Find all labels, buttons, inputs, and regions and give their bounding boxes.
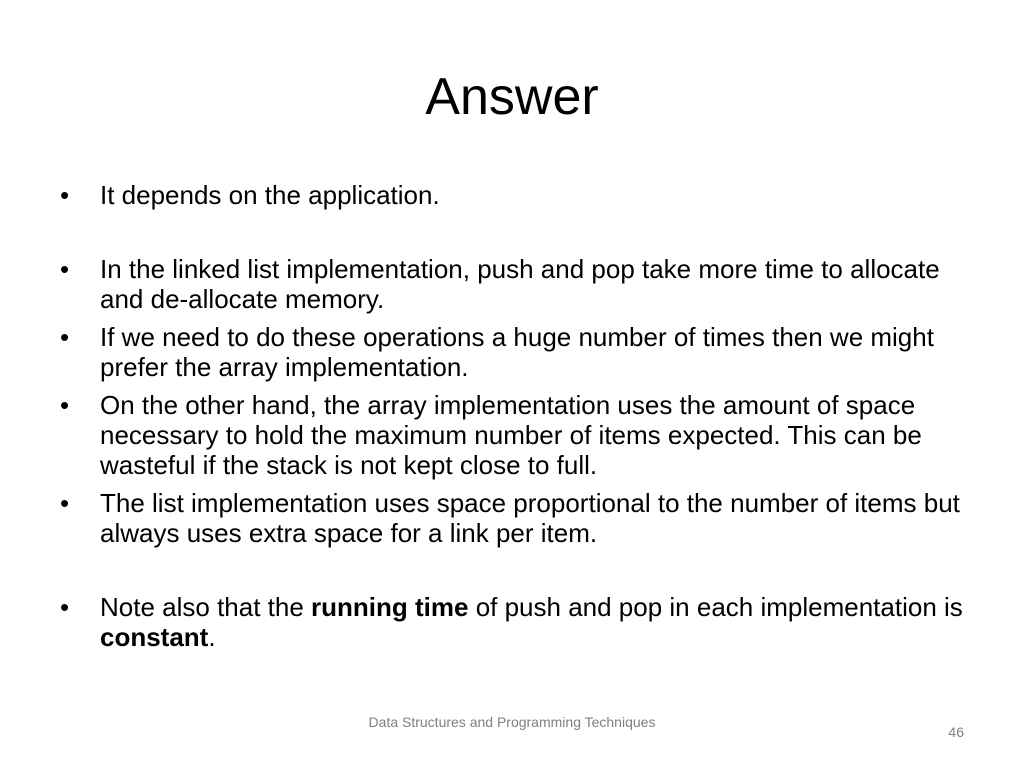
note-text-3: .	[208, 622, 216, 652]
bullet-item: • It depends on the application.	[56, 180, 976, 210]
bullet-list	[56, 180, 976, 652]
page-number: 46	[948, 724, 964, 740]
note-text-1: Note also that the	[100, 592, 312, 622]
note-bold-constant: constant	[100, 622, 209, 652]
bullet-item: • In the linked list implementation, push and pop take more time to allocate and de-allocate memory.	[56, 254, 976, 314]
slide-title: Answer	[425, 68, 599, 126]
note-bold-running-time: running time	[311, 592, 469, 622]
bullet-item: • The list implementation uses space proportional to the number of items but always uses extra space for a link per item.	[56, 488, 976, 548]
bullet-item: • If we need to do these operations a huge number of times then we might prefer the array implementation.	[56, 322, 976, 382]
slide-footer: Data Structures and Programming Techniques	[368, 714, 656, 730]
bullet-item-note	[56, 592, 976, 652]
bullet-item: • On the other hand, the array implementation uses the amount of space necessary to hold the maximum number of items expected. This can be wasteful if the stack is not kept close to full.	[56, 390, 976, 480]
note-text-2: of push and pop in each implementation is	[468, 592, 963, 622]
